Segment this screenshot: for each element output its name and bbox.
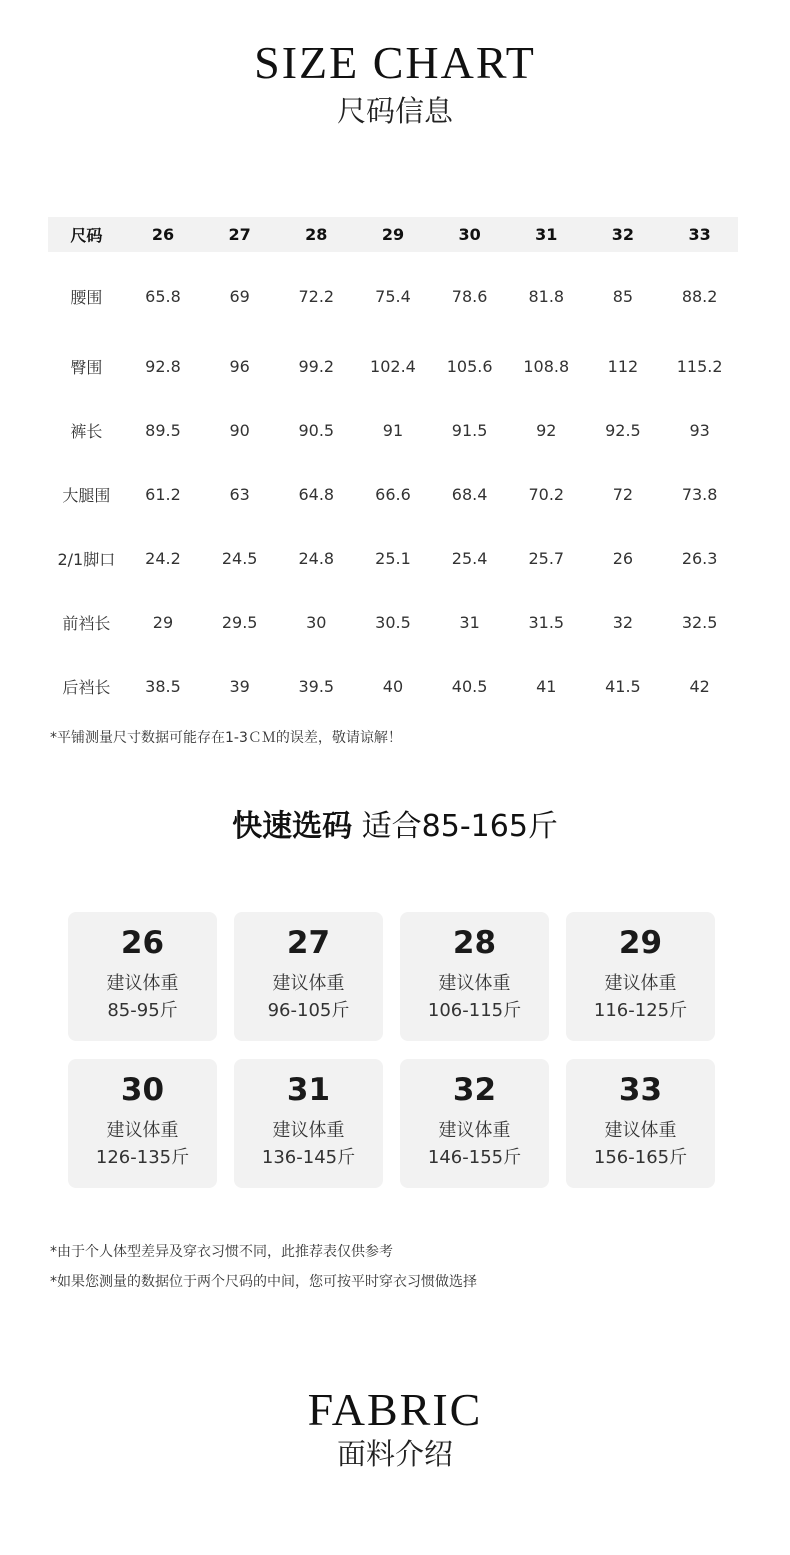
table-cell: 24.2 (145, 548, 181, 568)
header-cell: 33 (661, 217, 738, 252)
table-cell: 63 (229, 484, 250, 504)
header-cell: 27 (201, 217, 278, 252)
table-cell: 32.5 (681, 612, 718, 632)
header-cell: 29 (355, 217, 432, 252)
table-cell: 32 (612, 612, 634, 632)
table-cell: 92.5 (605, 420, 641, 440)
table-cell: 61.2 (145, 484, 181, 504)
table-cell: 24.5 (221, 548, 258, 568)
row-label-cell: 腰围 (70, 287, 103, 307)
table-row (48, 334, 738, 398)
card-label: 建议体重 (272, 973, 345, 994)
table-cell: 31 (459, 612, 480, 632)
card-weight-range: 156-165斤 (593, 1147, 688, 1168)
card-label: 建议体重 (106, 1120, 179, 1141)
table-cell: 102.4 (370, 356, 416, 376)
card-label: 建议体重 (106, 973, 179, 994)
table-cell: 78.6 (451, 286, 488, 306)
quick-select-title-main: 快速选码 (232, 809, 353, 844)
table-cell: 24.8 (298, 548, 335, 568)
table-cell: 29.5 (221, 612, 258, 632)
table-cell: 105.6 (446, 356, 493, 376)
fabric-title-en: FABRIC (307, 1384, 483, 1435)
card-size: 26 (120, 925, 165, 961)
header-cell: 31 (508, 217, 585, 252)
table-cell: 92.8 (145, 356, 181, 376)
size-chart-title-cn: 尺码信息 (336, 94, 453, 128)
table-cell: 75.4 (375, 286, 411, 306)
table-cell: 39 (229, 676, 250, 696)
card-size: 28 (452, 925, 497, 961)
table-row (48, 398, 738, 462)
table-cell: 42 (689, 676, 710, 696)
table-cell: 91 (382, 420, 404, 440)
header-cell: 28 (278, 217, 355, 252)
table-cell: 92 (536, 420, 557, 440)
card-weight-range: 85-95斤 (107, 1000, 178, 1021)
table-cell: 65.8 (145, 286, 181, 306)
card-weight-range: 96-105斤 (267, 1000, 350, 1021)
card-size: 32 (452, 1072, 497, 1108)
size-table (48, 217, 738, 718)
table-cell: 112 (607, 356, 639, 376)
card-size: 29 (618, 925, 663, 961)
table-cell: 115.2 (676, 356, 723, 376)
header-cell: 26 (125, 217, 202, 252)
row-label-cell: 2/1脚口 (57, 549, 116, 569)
table-row (48, 526, 738, 590)
table-cell: 66.6 (375, 484, 411, 504)
table-row (48, 252, 738, 334)
card-size: 30 (120, 1072, 165, 1108)
row-label-cell: 前裆长 (62, 613, 111, 633)
card-label: 建议体重 (438, 973, 511, 994)
table-cell: 99.2 (298, 356, 335, 376)
quick-select-title (0, 809, 790, 844)
size-card (68, 912, 217, 1041)
table-cell: 93 (689, 420, 710, 440)
table-cell: 39.5 (298, 676, 335, 696)
row-label-cell: 裤长 (70, 421, 103, 441)
table-cell: 91.5 (451, 420, 488, 440)
table-row (48, 654, 738, 718)
header-cell: 尺码 (48, 217, 125, 252)
table-cell: 41 (536, 676, 557, 696)
measurement-note: *平铺测量尺寸数据可能存在1-3ＣＭ的误差，敬请谅解！ (50, 730, 402, 746)
table-row (48, 462, 738, 526)
table-cell: 30.5 (375, 612, 411, 632)
table-cell: 40.5 (451, 676, 488, 696)
card-label: 建议体重 (604, 1120, 677, 1141)
quick-select-title-range: 适合85-165斤 (361, 809, 558, 844)
size-card (400, 912, 549, 1041)
size-card (566, 912, 715, 1041)
table-cell: 70.2 (528, 484, 565, 504)
size-card (566, 1059, 715, 1188)
row-label-cell: 后裆长 (62, 677, 111, 697)
table-cell: 88.2 (681, 286, 718, 306)
table-cell: 25.1 (375, 548, 411, 568)
fabric-title-cn: 面料介绍 (336, 1437, 453, 1471)
table-cell: 25.4 (451, 548, 488, 568)
table-cell: 29 (152, 612, 174, 632)
size-card (68, 1059, 217, 1188)
size-card (234, 1059, 383, 1188)
size-card (400, 1059, 549, 1188)
table-row (48, 590, 738, 654)
table-cell: 38.5 (145, 676, 181, 696)
table-cell: 108.8 (523, 356, 570, 376)
table-cell: 26 (612, 548, 634, 568)
card-label: 建议体重 (272, 1120, 345, 1141)
recommend-note-1: *由于个人体型差异及穿衣习惯不同，此推荐表仅供参考 (50, 1244, 393, 1260)
card-size: 27 (286, 925, 331, 961)
table-cell: 96 (229, 356, 250, 376)
table-cell: 31.5 (528, 612, 565, 632)
table-cell: 85 (612, 286, 634, 306)
card-size: 31 (286, 1072, 331, 1108)
table-cell: 89.5 (145, 420, 181, 440)
header-cell: 30 (431, 217, 508, 252)
recommend-note-2: *如果您测量的数据位于两个尺码的中间，您可按平时穿衣习惯做选择 (50, 1274, 477, 1290)
card-weight-range: 116-125斤 (593, 1000, 688, 1021)
table-cell: 81.8 (528, 286, 565, 306)
table-header-row (48, 217, 738, 252)
card-weight-range: 146-155斤 (427, 1147, 522, 1168)
size-chart-title-en: SIZE CHART (254, 37, 536, 88)
card-weight-range: 126-135斤 (95, 1147, 190, 1168)
row-label-cell: 臀围 (70, 357, 103, 377)
table-cell: 72.2 (298, 286, 335, 306)
card-size: 33 (618, 1072, 663, 1108)
table-cell: 73.8 (681, 484, 718, 504)
table-cell: 26.3 (681, 548, 718, 568)
table-cell: 90.5 (298, 420, 335, 440)
table-cell: 68.4 (451, 484, 488, 504)
table-cell: 41.5 (605, 676, 641, 696)
card-label: 建议体重 (604, 973, 677, 994)
table-cell: 90 (229, 420, 250, 440)
table-cell: 30 (306, 612, 327, 632)
table-cell: 64.8 (298, 484, 335, 504)
header-cell: 32 (585, 217, 662, 252)
card-label: 建议体重 (438, 1120, 511, 1141)
table-cell: 40 (382, 676, 404, 696)
table-cell: 25.7 (528, 548, 565, 568)
card-weight-range: 106-115斤 (427, 1000, 522, 1021)
table-cell: 72 (612, 484, 634, 504)
row-label-cell: 大腿围 (62, 485, 111, 505)
table-cell: 69 (229, 286, 250, 306)
size-card (234, 912, 383, 1041)
card-weight-range: 136-145斤 (261, 1147, 356, 1168)
